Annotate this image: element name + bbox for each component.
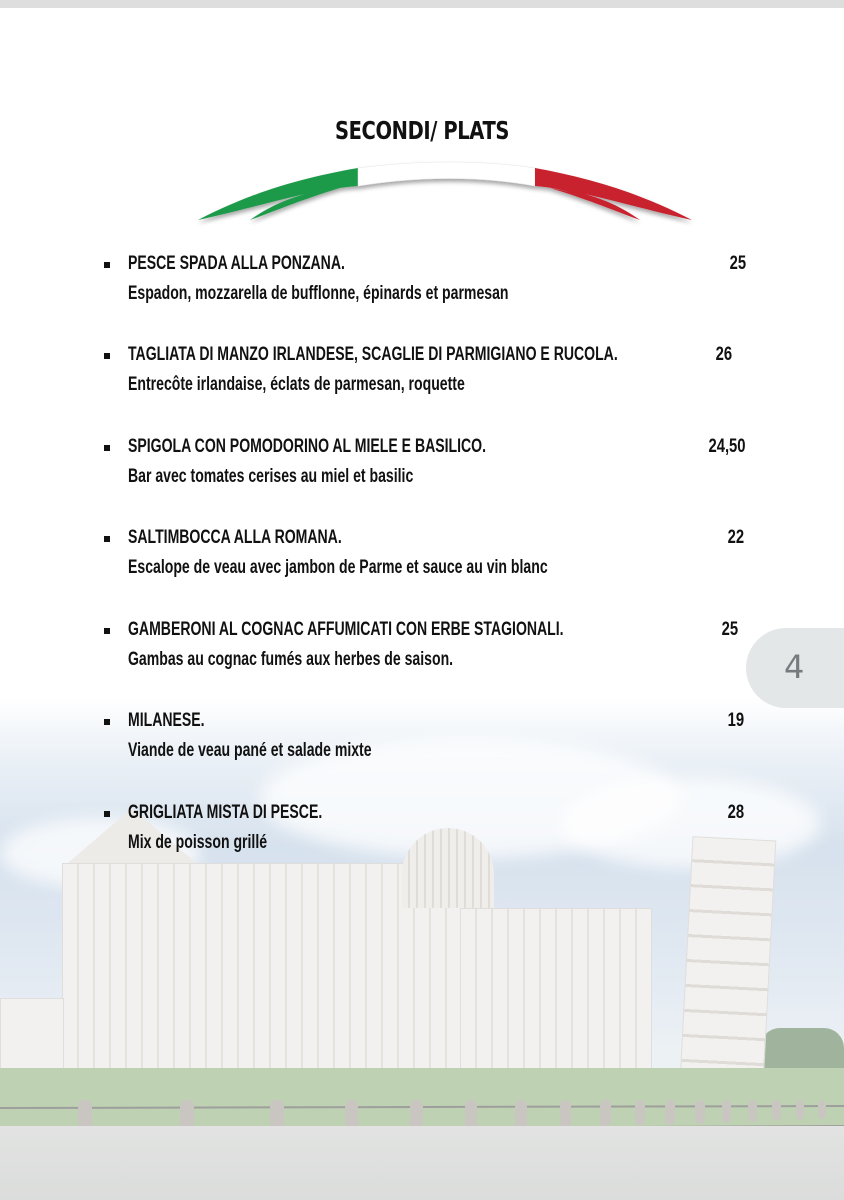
menu-page xyxy=(0,8,844,1200)
dish-price: 24,50 xyxy=(708,436,746,457)
dish-name: PESCE SPADA ALLA PONZANA. xyxy=(128,253,345,274)
bullet-icon xyxy=(104,262,110,268)
dish-description: Mix de poisson grillé xyxy=(128,832,268,853)
dish-description: Espadon, mozzarella de bufflonne, épinards et parmesan xyxy=(128,283,509,304)
dish-name: SALTIMBOCCA ALLA ROMANA. xyxy=(128,527,342,548)
dish-name: MILANESE. xyxy=(128,710,205,731)
dish-description: Bar avec tomates cerises au miel et basilic xyxy=(128,466,414,487)
dish-name: GRIGLIATA MISTA DI PESCE. xyxy=(128,802,323,823)
italian-flag-arc-icon xyxy=(190,158,700,233)
page-number: 4 xyxy=(784,648,805,686)
dish-price: 28 xyxy=(727,802,744,823)
dish-description: Escalope de veau avec jambon de Parme et sauce au vin blanc xyxy=(128,557,548,578)
dish-price: 19 xyxy=(727,710,744,731)
dish-description: Viande de veau pané et salade mixte xyxy=(128,740,372,761)
dish-price: 22 xyxy=(727,527,744,548)
dish-name: TAGLIATA DI MANZO IRLANDESE, SCAGLIE DI PARMIGIANO E RUCOLA. xyxy=(128,344,618,365)
dish-price: 25 xyxy=(721,619,738,640)
section-title: SECONDI/ PLATS xyxy=(334,116,510,145)
dish-description: Gambas au cognac fumés aux herbes de saison. xyxy=(128,649,454,670)
dish-name: SPIGOLA CON POMODORINO AL MIELE E BASILICO. xyxy=(128,436,487,457)
dish-price: 26 xyxy=(715,344,732,365)
bullet-icon xyxy=(104,719,110,725)
bullet-icon xyxy=(104,536,110,542)
dish-description: Entrecôte irlandaise, éclats de parmesan, roquette xyxy=(128,374,465,395)
bullet-icon xyxy=(104,628,110,634)
bullet-icon xyxy=(104,445,110,451)
dish-name: GAMBERONI AL COGNAC AFFUMICATI CON ERBE STAGIONALI. xyxy=(128,619,564,640)
bullet-icon xyxy=(104,811,110,817)
dish-price: 25 xyxy=(729,253,746,274)
background-photo-pisa xyxy=(0,698,844,1200)
bullet-icon xyxy=(104,353,110,359)
top-scroll-edge xyxy=(0,0,844,8)
